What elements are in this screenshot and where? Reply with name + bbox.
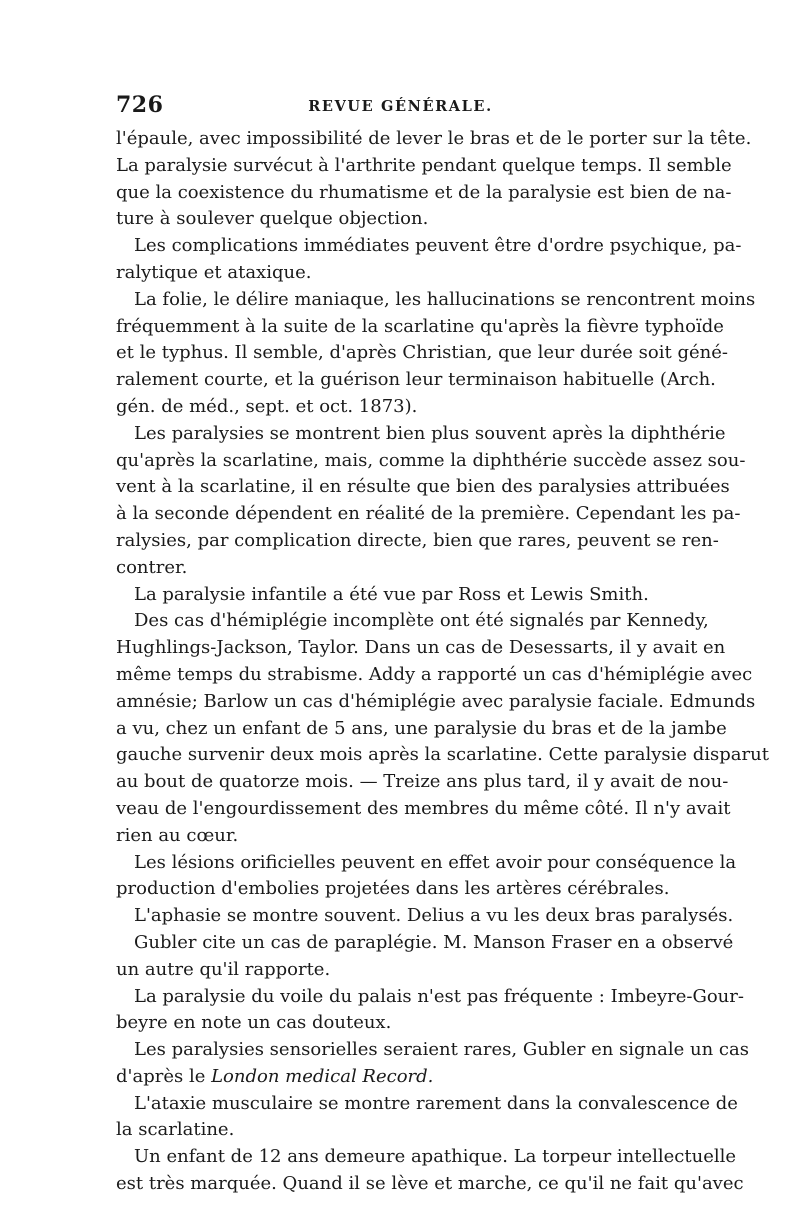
text-segment: veau de l'engourdissement des membres du même côté. Il n'y avait [116,797,731,819]
text-segment: La paralysie du voile du palais n'est pas fréquente : Imbeyre-Gour- [134,985,744,1007]
text-line [116,421,726,448]
text-line [116,528,719,555]
text-line [116,957,685,984]
body-text [116,126,769,1198]
text-line [116,474,730,501]
text-line [116,823,685,850]
text-line [116,1091,738,1118]
text-line [116,796,731,823]
running-head: REVUE GÉNÉRALE. [308,98,493,115]
text-segment: Hughlings-Jackson, Taylor. Dans un cas de Desessarts, il y avait en [116,637,726,659]
text-line [116,742,769,769]
text-line [116,662,753,689]
text-segment: production d'embolies projetées dans les artères cérébrales. [116,878,670,900]
text-segment: beyre en note un cas douteux. [116,1012,392,1034]
text-line [116,582,685,609]
text-line [116,501,741,528]
text-line [116,153,732,180]
text-line [116,233,742,260]
text-line [116,555,685,582]
text-segment: La paralysie survécut à l'arthrite pendant quelque temps. Il semble [116,154,732,176]
text-segment: ture à soulever quelque objection. [116,208,429,230]
text-segment: L'aphasie se montre souvent. Delius a vu les deux bras paralysés. [134,905,734,927]
text-line [116,984,744,1011]
text-segment: gauche survenir deux mois après la scarlatine. Cette paralysie disparut [116,744,769,766]
text-line [116,367,716,394]
text-segment: Les paralysies se montrent bien plus souvent après la diphthérie [134,422,726,444]
text-segment: ralement courte, et la guérison leur terminaison habituelle (Arch. [116,369,716,391]
text-line [116,1064,685,1091]
text-segment: Un enfant de 12 ans demeure apathique. La torpeur intellectuelle [134,1146,737,1168]
text-line [116,314,724,341]
text-line [116,716,727,743]
text-segment: Les paralysies sensorielles seraient rares, Gubler en signale un cas [134,1039,749,1061]
text-segment: contrer. [116,556,188,578]
text-segment: Les complications immédiates peuvent être d'ordre psychique, pa- [134,235,742,257]
text-segment: l'épaule, avec impossibilité de lever le bras et de le porter sur la tête. [116,128,752,149]
text-line [116,1010,685,1037]
text-line [116,206,685,233]
text-segment: ralytique et ataxique. [116,261,312,283]
text-line [116,180,732,207]
text-line [116,930,734,957]
text-line [116,876,685,903]
text-line [116,635,726,662]
text-line [116,1037,749,1064]
text-line [116,394,685,421]
text-segment: La folie, le délire maniaque, les hallucinations se rencontrent moins [134,288,756,310]
text-segment: qu'après la scarlatine, mais, comme la diphthérie succède assez sou- [116,449,746,471]
text-segment: fréquemment à la suite de la scarlatine qu'après la fièvre typhoïde [116,315,724,337]
text-segment: a vu, chez un enfant de 5 ans, une paralysie du bras et de la jambe [116,717,727,739]
text-line [116,1117,685,1144]
page-number: 726 [116,92,164,118]
text-segment: Gubler cite un cas de paraplégie. M. Manson Fraser en a observé [134,931,734,953]
document-page [116,92,769,1198]
text-line [116,689,756,716]
text-segment: la scarlatine. [116,1119,235,1141]
italic-title: London medical Record. [211,1065,434,1087]
text-line [116,287,756,314]
text-line [116,340,728,367]
text-line [116,903,734,930]
text-segment: un autre qu'il rapporte. [116,958,331,980]
text-line [116,260,685,287]
text-segment: et le typhus. Il semble, d'après Christian, que leur durée soit géné- [116,342,728,364]
text-segment: Des cas d'hémiplégie incomplète ont été signalés par Kennedy, [134,610,709,632]
text-line [116,608,709,635]
text-line [116,1171,744,1198]
text-segment: gén. de méd., sept. et oct. 1873). [116,395,418,417]
text-segment: d'après le [116,1065,212,1087]
text-segment: à la seconde dépendent en réalité de la première. Cependant les pa- [116,503,741,525]
text-segment: vent à la scarlatine, il en résulte que bien des paralysies attribuées [116,476,730,498]
text-segment: amnésie; Barlow un cas d'hémiplégie avec paralysie faciale. Edmunds [116,690,756,712]
text-line [116,1144,737,1171]
text-line [116,769,729,796]
text-segment: rien au cœur. [116,824,239,846]
text-segment: au bout de quatorze mois. — Treize ans plus tard, il y avait de nou- [116,771,729,793]
text-segment: L'ataxie musculaire se montre rarement dans la convalescence de [134,1092,738,1114]
text-line [116,850,737,877]
text-segment: La paralysie infantile a été vue par Ross et Lewis Smith. [134,583,649,605]
text-line [116,126,752,153]
text-segment: est très marquée. Quand il se lève et marche, ce qu'il ne fait qu'avec [116,1173,744,1195]
text-segment: même temps du strabisme. Addy a rapporté un cas d'hémiplégie avec [116,663,753,685]
text-segment: ralysies, par complication directe, bien que rares, peuvent se ren- [116,529,719,551]
text-segment: que la coexistence du rhumatisme et de la paralysie est bien de na- [116,181,732,203]
page-header [116,92,685,124]
text-line [116,448,746,475]
text-segment: Les lésions orificielles peuvent en effet avoir pour conséquence la [134,851,737,873]
